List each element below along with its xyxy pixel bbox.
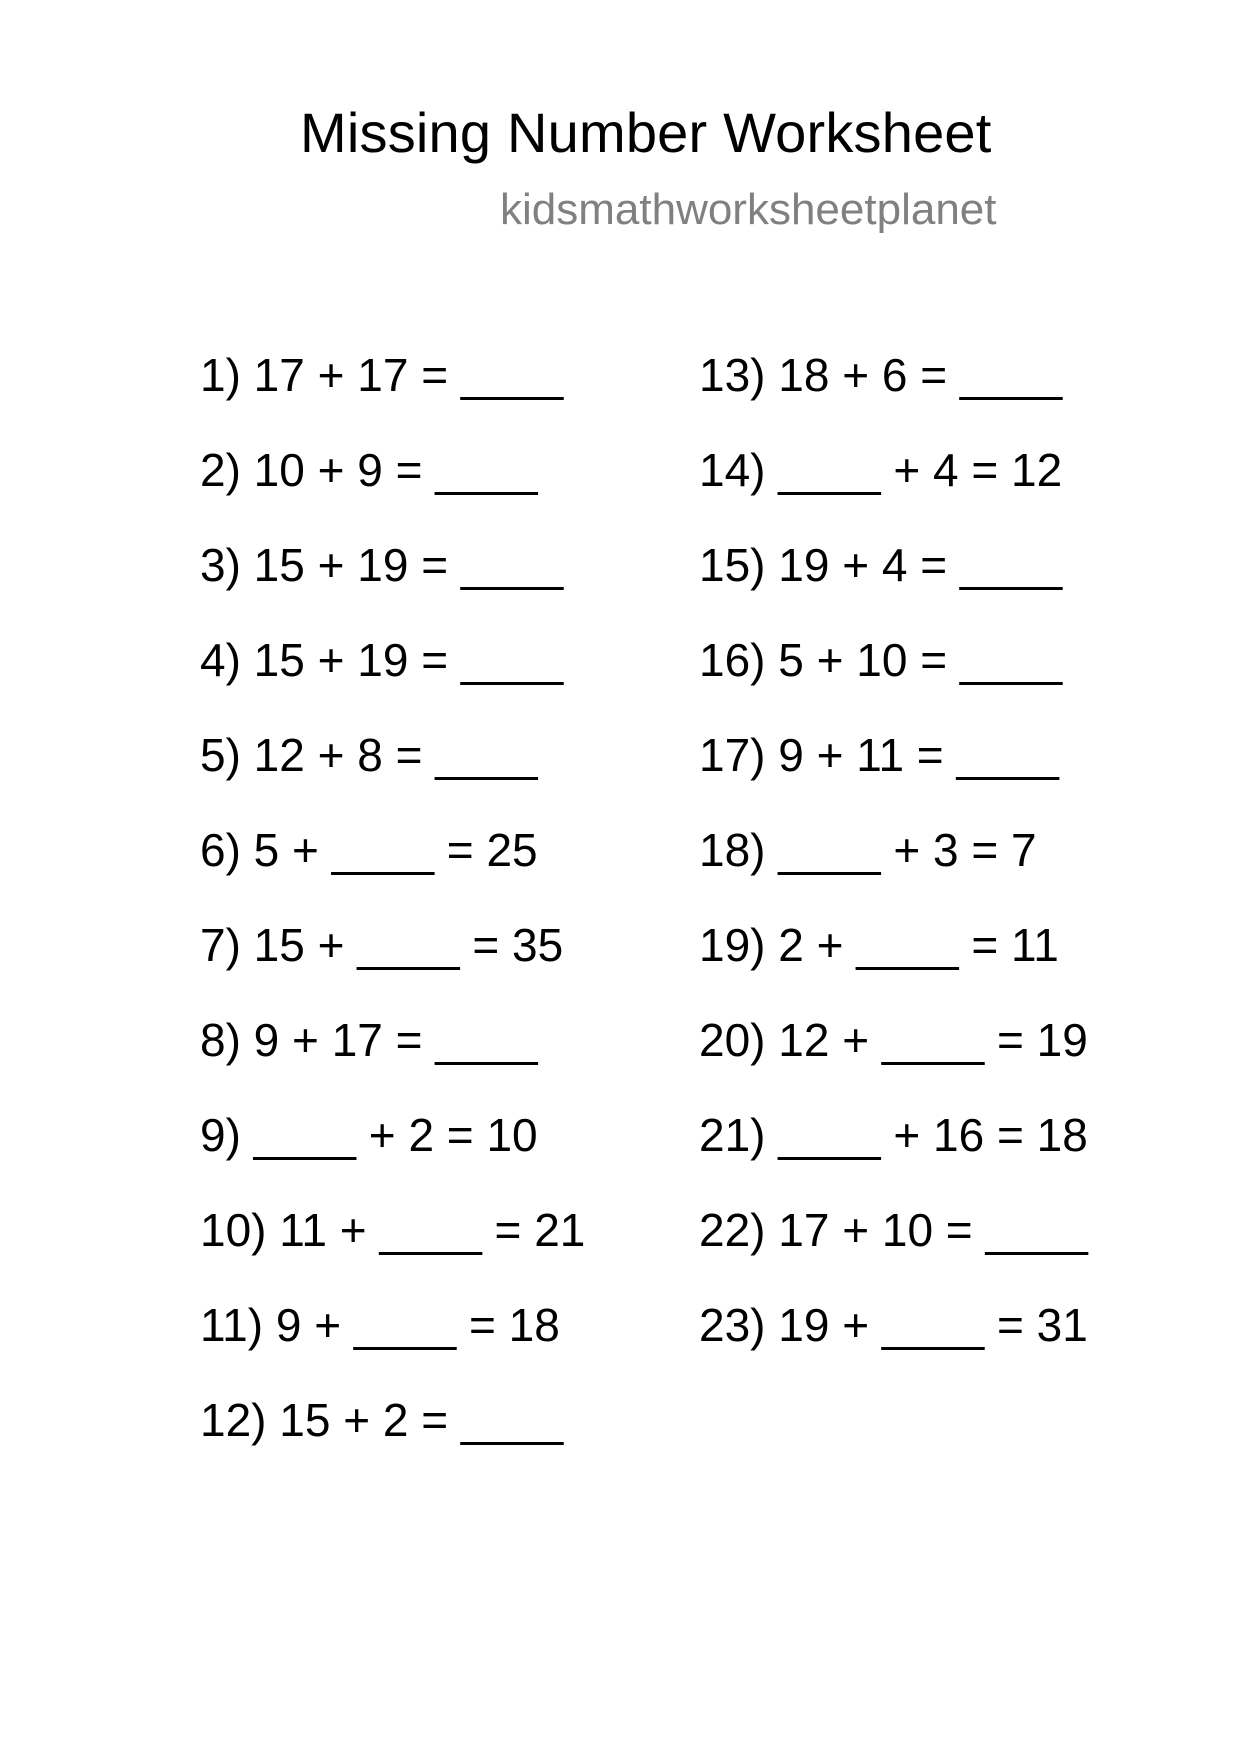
problem-23: 23) 19 + ____ = 31	[699, 1299, 1088, 1351]
problems-column-left	[200, 345, 700, 1485]
problem-14: 14) ____ + 4 = 12	[699, 444, 1063, 496]
problem-1: 1) 17 + 17 = ____	[200, 349, 564, 401]
problem-10: 10) 11 + ____ = 21	[200, 1204, 586, 1256]
problem-18: 18) ____ + 3 = 7	[699, 824, 1037, 876]
page-title: Missing Number Worksheet	[300, 101, 992, 164]
problem-9: 9) ____ + 2 = 10	[200, 1109, 538, 1161]
problem-8: 8) 9 + 17 = ____	[200, 1014, 538, 1066]
problem-11: 11) 9 + ____ = 18	[200, 1299, 560, 1351]
problem-7: 7) 15 + ____ = 35	[200, 919, 564, 971]
problem-21: 21) ____ + 16 = 18	[699, 1109, 1088, 1161]
problem-22: 22) 17 + 10 = ____	[699, 1204, 1088, 1256]
problem-3: 3) 15 + 19 = ____	[200, 539, 564, 591]
problem-13: 13) 18 + 6 = ____	[699, 349, 1063, 401]
problem-5: 5) 12 + 8 = ____	[200, 729, 538, 781]
page-subtitle: kidsmathworksheetplanet	[500, 185, 997, 234]
problem-19: 19) 2 + ____ = 11	[699, 919, 1059, 971]
problem-12: 12) 15 + 2 = ____	[200, 1394, 564, 1446]
problem-2: 2) 10 + 9 = ____	[200, 444, 538, 496]
problem-15: 15) 19 + 4 = ____	[699, 539, 1063, 591]
problem-17: 17) 9 + 11 = ____	[699, 729, 1059, 781]
problem-6: 6) 5 + ____ = 25	[200, 824, 538, 876]
problem-16: 16) 5 + 10 = ____	[699, 634, 1063, 686]
problem-4: 4) 15 + 19 = ____	[200, 634, 564, 686]
problem-20: 20) 12 + ____ = 19	[699, 1014, 1088, 1066]
problems-column-right	[699, 345, 1199, 1390]
